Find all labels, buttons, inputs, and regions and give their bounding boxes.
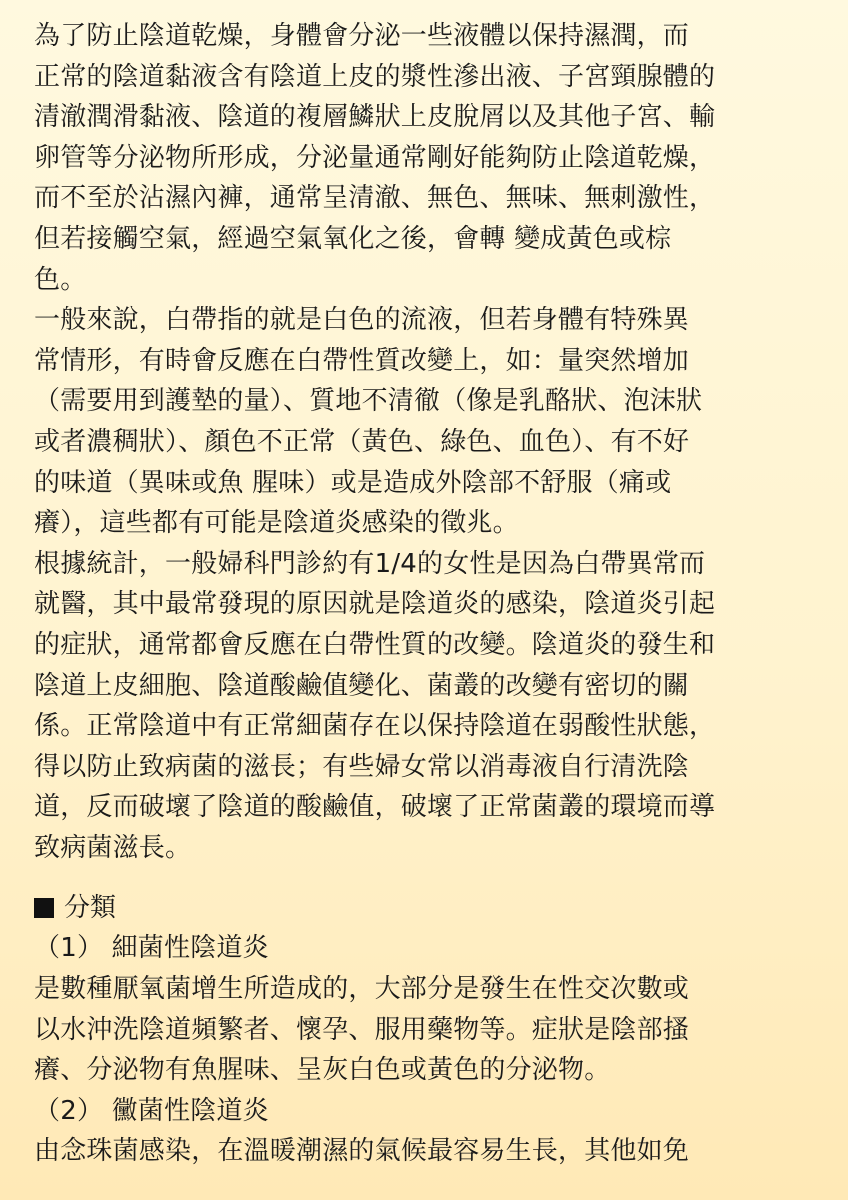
text-line: 清澈潤滑黏液、陰道的複層鱗狀上皮脫屑以及其他子宮、輸	[34, 102, 716, 133]
text-line: 為了防止陰道乾燥，身體會分泌一些液體以保持濕潤，而	[34, 21, 690, 51]
text-line: 的症狀，通常都會反應在白帶性質的改變。陰道炎的發生和	[34, 629, 716, 660]
text-line: 得以防止致病菌的滋長；有些婦女常以消毒液自行清洗陰	[34, 751, 690, 782]
text-line: 癢），這些都有可能是陰道炎感染的徵兆。	[34, 508, 519, 539]
text-line: 致病菌滋長。	[34, 832, 192, 863]
text-line: 就醫，其中最常發現的原因就是陰道炎的感染，陰道炎引起	[34, 589, 716, 620]
section-spacer	[34, 868, 824, 888]
category-bacterial-vaginosis	[34, 928, 824, 1090]
text-line: 而不至於沾濕內褲，通常呈清澈、無色、無味、無刺激性，	[34, 183, 716, 214]
text-line: 以水沖洗陰道頻繁者、懷孕、服用藥物等。症狀是陰部搔	[34, 1014, 690, 1045]
text-line: 癢、分泌物有魚腥味、呈灰白色或黃色的分泌物。	[34, 1055, 611, 1086]
text-line: 是數種厭氧菌增生所造成的，大部分是發生在性交次數或	[34, 974, 690, 1005]
text-line: 或者濃稠狀）、顏色不正常（黃色、綠色、血色）、有不好	[34, 426, 690, 457]
section-heading-label: 分類	[64, 893, 117, 924]
category-title: （1） 細菌性陰道炎	[34, 933, 269, 964]
text-line: 根據統計，一般婦科門診約有1/4的女性是因為白帶異常而	[34, 548, 706, 579]
text-line: 係。正常陰道中有正常細菌存在以保持陰道在弱酸性狀態，	[34, 711, 716, 742]
section-heading	[34, 888, 824, 928]
text-line: 由念珠菌感染，在溫暖潮濕的氣候最容易生長，其他如免	[34, 1136, 690, 1167]
paragraph-statistics	[34, 544, 824, 869]
paragraph-vaginal-secretion	[34, 16, 824, 300]
text-line: 的味道（異味或魚 腥味）或是造成外陰部不舒服（痛或	[34, 467, 672, 498]
text-line: 一般來說，白帶指的就是白色的流液，但若身體有特殊異	[34, 305, 690, 336]
text-line: 但若接觸空氣，經過空氣氧化之後，會轉 變成黃色或棕	[34, 223, 672, 254]
black-square-icon	[34, 898, 54, 918]
paragraph-leukorrhea-changes	[34, 300, 824, 544]
text-line: （需要用到護墊的量）、質地不清徹（像是乳酪狀、泡沫狀	[34, 386, 703, 417]
text-line: 常情形，有時會反應在白帶性質改變上，如：量突然增加	[34, 345, 690, 376]
text-line: 色。	[34, 264, 87, 295]
text-line: 卵管等分泌物所形成，分泌量通常剛好能夠防止陰道乾燥，	[34, 142, 716, 173]
text-line: 道，反而破壞了陰道的酸鹼值，破壞了正常菌叢的環境而導	[34, 792, 716, 823]
category-fungal-vaginitis	[34, 1091, 824, 1172]
text-line: 陰道上皮細胞、陰道酸鹼值變化、菌叢的改變有密切的關	[34, 670, 690, 701]
text-line: 正常的陰道黏液含有陰道上皮的漿性滲出液、子宮頸腺體的	[34, 61, 716, 92]
category-title: （2） 黴菌性陰道炎	[34, 1095, 269, 1126]
